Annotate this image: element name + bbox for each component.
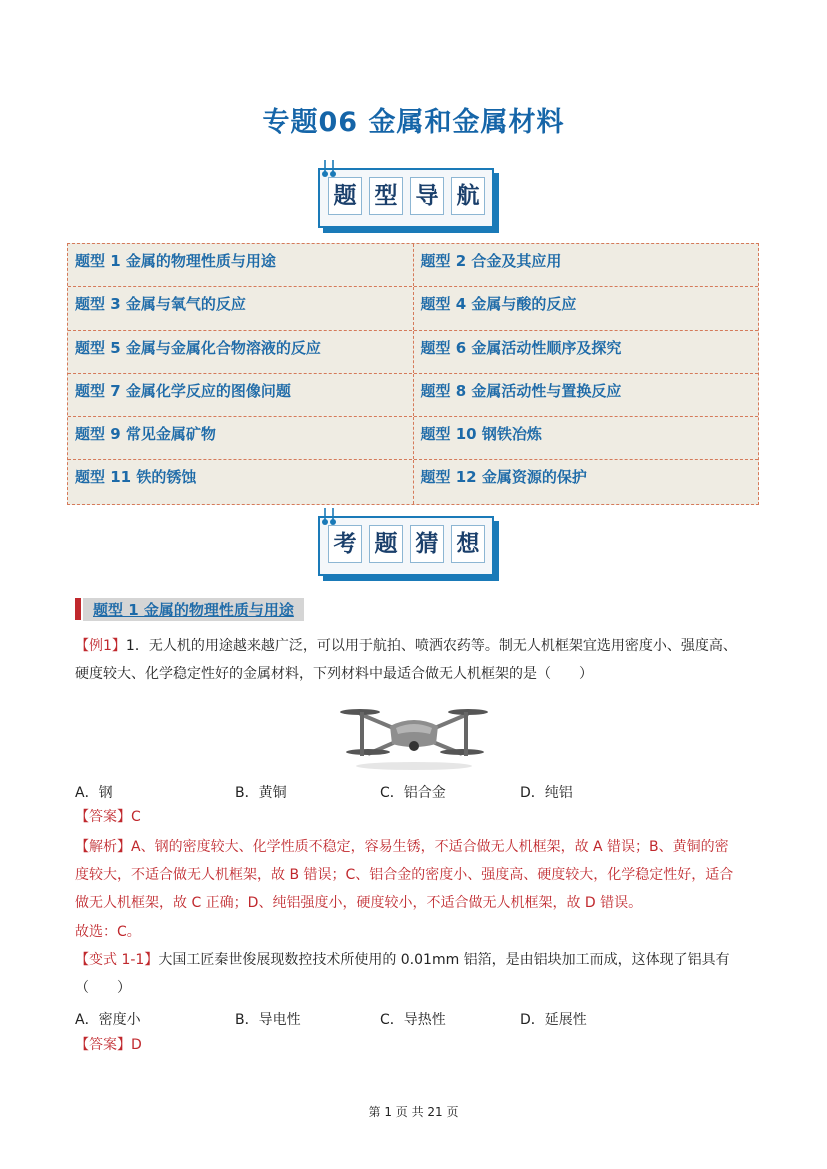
nav-row (68, 331, 758, 374)
nav-item[interactable]: 题型 4 金属与酸的反应 (420, 295, 577, 314)
option[interactable]: A．密度小 (75, 1012, 141, 1028)
question-text: （ ） (75, 980, 131, 996)
variant-question-line (75, 946, 730, 974)
nav-row (68, 374, 758, 417)
nav-item[interactable]: 题型 12 金属资源的保护 (420, 468, 587, 487)
section-banner-questions (318, 516, 498, 578)
banner-char: 航 (451, 177, 485, 215)
question-text: 硬度较大、化学稳定性好的金属材料，下列材料中最适合做无人机框架的是（ ） (75, 666, 593, 682)
answer-line (75, 1031, 142, 1059)
banner-char: 想 (451, 525, 485, 563)
answer-value: C (131, 809, 141, 825)
nav-item[interactable]: 题型 11 铁的锈蚀 (68, 460, 414, 503)
analysis-text: A、钢的密度较大、化学性质不稳定，容易生锈，不适合做无人机框架，故 A 错误；B、黄铜的密 (131, 839, 729, 855)
banner-char: 题 (369, 525, 403, 563)
banner-char: 题 (328, 177, 362, 215)
answer-value: D (131, 1037, 142, 1053)
nav-item[interactable]: 题型 6 金属活动性顺序及探究 (420, 338, 622, 357)
analysis-text: 做无人机框架，故 C 正确；D、纯铝强度小，硬度较小，不适合做无人机框架，故 D 错误。 (75, 895, 643, 911)
nav-item[interactable]: 题型 2 合金及其应用 (420, 252, 562, 270)
analysis-line (75, 833, 729, 861)
banner-char: 导 (410, 177, 444, 215)
nav-item[interactable]: 题型 8 金属活动性与置换反应 (420, 381, 622, 400)
variant-tag: 【变式 1-1】 (75, 952, 159, 968)
section-heading (75, 597, 304, 621)
section-marker (75, 598, 81, 620)
question-text: 大国工匠秦世俊展现数控技术所使用的 0.01mm 铝箔，是由铝块加工而成，这体现了铝具有 (158, 952, 730, 968)
nav-row (68, 460, 758, 503)
analysis-text: 度较大，不适合做无人机框架，故 B 错误；C、铝合金的密度小、强度高、硬度较大，化学稳定性好，适合 (75, 867, 734, 883)
option[interactable]: C．铝合金 (380, 785, 446, 801)
option[interactable]: C．导热性 (380, 1012, 446, 1028)
nav-item[interactable]: 题型 9 常见金属矿物 (68, 417, 414, 459)
option[interactable]: A．钢 (75, 785, 113, 801)
option[interactable]: D．纯铝 (520, 785, 573, 801)
example-tag: 【例1】 (75, 638, 126, 654)
answer-line (75, 803, 141, 831)
drone-image (338, 692, 490, 772)
analysis-tag: 【解析】 (75, 839, 131, 855)
topic-nav-table (67, 243, 759, 505)
answer-tag: 【答案】 (75, 809, 131, 825)
banner-char: 猜 (410, 525, 444, 563)
page-title: 专题06 金属和金属材料 (262, 107, 565, 138)
answer-tag: 【答案】 (75, 1037, 131, 1053)
page-footer: 第 1 页 共 21 页 (368, 1105, 459, 1119)
nav-row (68, 417, 758, 460)
nav-item[interactable]: 题型 7 金属化学反应的图像问题 (68, 374, 414, 416)
section-heading-label: 题型 1 金属的物理性质与用途 (83, 598, 304, 621)
banner-char: 型 (369, 177, 403, 215)
example-question-line (75, 632, 737, 660)
section-banner-nav (318, 168, 498, 230)
option[interactable]: D．延展性 (520, 1012, 587, 1028)
option[interactable]: B．黄铜 (235, 785, 287, 801)
nav-item[interactable]: 题型 5 金属与金属化合物溶液的反应 (68, 331, 414, 373)
nav-row (68, 244, 758, 287)
nav-item[interactable]: 题型 1 金属的物理性质与用途 (68, 244, 414, 286)
option[interactable]: B．导电性 (235, 1012, 301, 1028)
nav-row (68, 287, 758, 330)
analysis-conclusion: 故选：C。 (75, 924, 141, 940)
question-text: 1．无人机的用途越来越广泛，可以用于航拍、喷洒农药等。制无人机框架宜选用密度小、强度高、 (125, 638, 737, 654)
nav-item[interactable]: 题型 10 钢铁冶炼 (420, 425, 542, 444)
banner-char: 考 (328, 525, 362, 563)
nav-item[interactable]: 题型 3 金属与氧气的反应 (68, 287, 414, 329)
